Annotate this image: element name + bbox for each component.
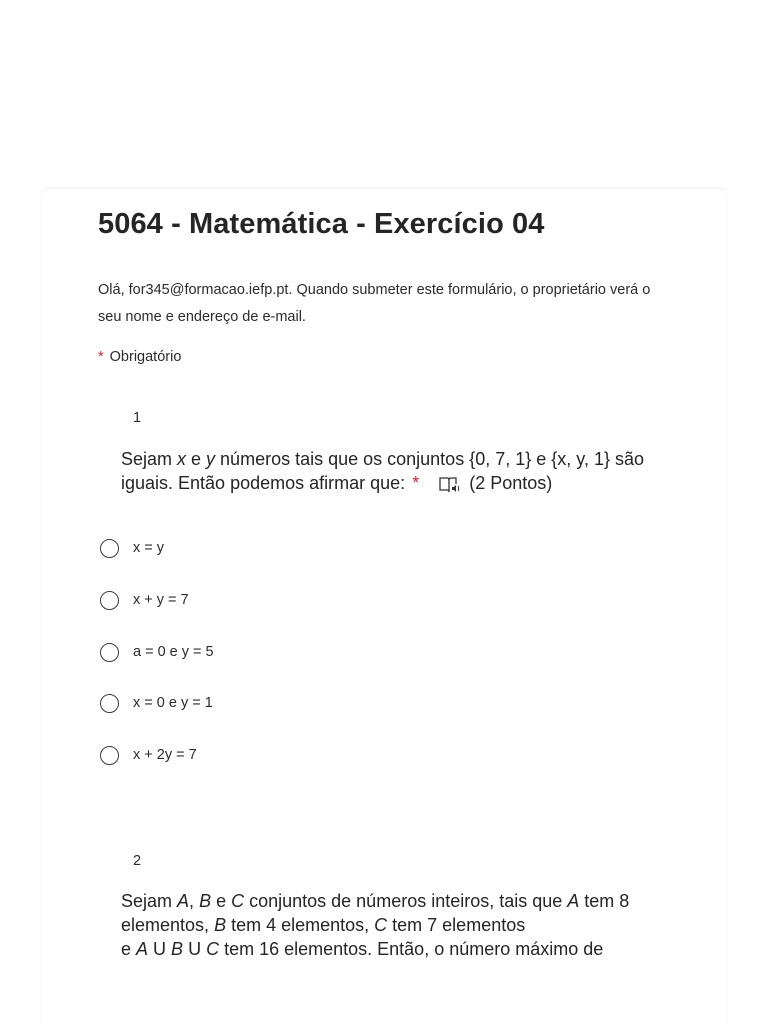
question-1-var-y: y [206,449,216,469]
question-1-text-part: Sejam [121,449,178,469]
question-1-text [121,447,666,495]
question-2-var: A [567,891,580,911]
option-label: x + 2y = 7 [133,747,197,763]
question-1-option-4[interactable] [100,691,213,715]
question-2-var: B [214,915,227,935]
form-title: 5064 - Matemática - Exercício 04 [98,208,545,240]
question-2-text-part: tem 4 elementos, [226,915,375,935]
option-label: a = 0 e y = 5 [133,644,214,660]
question-1-option-2[interactable] [100,588,189,612]
question-2-text-part: e [121,939,137,959]
radio-button[interactable] [100,694,119,713]
question-1-points: (2 Pontos) [469,473,553,493]
question-2-text-part: tem 8 elementos, [121,891,630,935]
question-2-var: C [231,891,245,911]
required-asterisk: * [98,349,104,365]
option-label: x = y [133,540,165,556]
question-2-text-part: U [183,939,207,959]
question-2-text-part: tem 7 elementos [387,915,526,935]
option-label: x = 0 e y = 1 [133,695,213,711]
required-note [98,349,181,365]
question-2-text-part: Sejam [121,891,178,911]
question-2-var: B [171,939,184,959]
question-2-text [121,889,666,961]
form-intro-text: Olá, for345@formacao.iefp.pt. Quando submeter este formulário, o proprietário verá o seu nome e endereço de e-mail. [98,282,651,325]
question-2-text-part: conjuntos de números inteiros, tais que [244,891,568,911]
required-label: Obrigatório [109,349,182,365]
question-2-var: B [199,891,212,911]
radio-button[interactable] [100,591,119,610]
immersive-reader-icon[interactable] [439,475,461,493]
question-2-text-part: e [211,891,232,911]
radio-button[interactable] [100,746,119,765]
question-1-option-1[interactable] [100,536,164,560]
question-2-text-part: , [189,891,200,911]
radio-button[interactable] [100,539,119,558]
option-label: x + y = 7 [133,592,189,608]
question-2-var: C [374,915,388,935]
question-2-var: C [206,939,220,959]
question-1-option-3[interactable] [100,640,214,664]
question-2-text-part: U [148,939,172,959]
question-1-text-part: e [186,449,207,469]
question-1-option-5[interactable] [100,743,197,767]
question-1-number: 1 [133,410,142,426]
question-1-text-part: números tais que os conjuntos {0, 7, 1} e {x, y, 1} são iguais. Então podemos afirmar que: [121,449,644,493]
question-1-var-x: x [177,449,187,469]
question-1-required-asterisk: * [412,473,420,493]
radio-button[interactable] [100,643,119,662]
question-2-number: 2 [133,853,142,869]
question-2-text-part: tem 16 elementos. Então, o número máximo de [219,939,604,959]
question-2-var: A [136,939,149,959]
question-2-var: A [177,891,190,911]
